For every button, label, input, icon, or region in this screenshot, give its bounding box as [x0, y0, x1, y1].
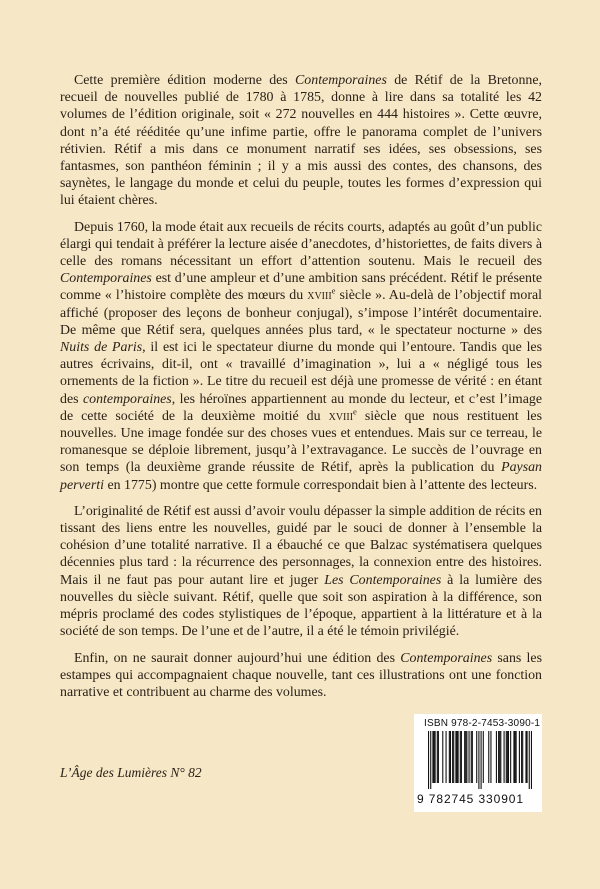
text-run: est d’une ampleur et d’une ambition sans précédent. Rétif le présente comme « l’histoire complète des mœurs du — [60, 271, 542, 304]
barcode-bar — [471, 731, 472, 783]
barcode-bar — [442, 731, 443, 783]
barcode-bar — [516, 731, 517, 783]
barcode-bar — [513, 731, 514, 783]
barcode-bar — [455, 731, 456, 783]
italic-title: Contemporaines — [295, 73, 387, 88]
barcode-bar — [508, 731, 509, 783]
isbn-label: ISBN 978-2-7453-3090-1 — [424, 718, 541, 729]
barcode-bar — [450, 731, 451, 783]
paragraph-1 — [60, 72, 542, 210]
barcode-bar — [519, 731, 520, 783]
italic-title: Paysan perverti — [60, 460, 542, 493]
barcode-bar — [469, 731, 470, 783]
barcode-bar — [449, 731, 450, 783]
text-run: à la lumière des nouvelles du siècle suivant. Rétif, quelle que soit son aspiration à la différence, son mépris proclamé des codes stylistiques de l’époque, appartient à la littérature et à la société de son temps. De l’une et de l’autre, il a été le témoin privilégié. — [60, 572, 542, 640]
barcode-bar — [456, 731, 457, 783]
barcode-bar — [433, 731, 434, 783]
italic-title: Nuits de Paris — [60, 340, 143, 356]
barcode-bar — [483, 731, 484, 783]
barcode-bar — [438, 731, 439, 783]
text-run: de Rétif de la Bretonne, recueil de nouvelles publié de 1780 à 1785, donne à lire dans sa totalité les 42 volumes de l’édition originale, soit « 272 nouvelles en 444 histoires ». Cette œuvre, dont n’a été rééditée qu’une infime partie, offre le panorama complet de l’univers rétivien. Rétif a mis dans ce monument narratif ses idées, ses obsessions, ses fantasmes, son panthéon féminin ; il y a mis aussi des contes, des chansons, des saynètes, le langage du monde et celui du peuple, toutes les formes d’expression qui lui étaient chères. — [60, 73, 542, 209]
back-cover-text — [60, 72, 542, 710]
italic-title: contemporaines — [82, 391, 172, 407]
text-run: , il est ici le spectateur diurne du monde qui l’entoure. Tandis que les autres écrivains, dit-il, ont « travaillé d’imagination », lui a « négligé tous les ornements de la fiction ». Le titre du recueil est déjà une promesse de vérité : en étant des — [60, 340, 542, 407]
barcode-bar — [490, 731, 491, 783]
barcode-bar — [521, 731, 522, 783]
barcode-bar — [428, 731, 429, 789]
barcode-bar — [461, 731, 462, 783]
paragraph-4 — [60, 650, 542, 702]
barcode-bar — [525, 731, 526, 783]
paragraph-3 — [60, 503, 542, 641]
text-run: Enfin, on ne saurait donner aujourd’hui une édition des — [74, 650, 401, 666]
barcode-bar — [488, 731, 489, 783]
barcode-bar — [498, 731, 499, 783]
barcode-bar — [453, 731, 454, 783]
barcode-bar — [481, 731, 482, 789]
text-run: L’originalité de Rétif est aussi d’avoir voulu dépasser la simple addition de récits en tissant des liens entre les nouvelles, guidé par le souci de donner à l’ensemble la cohésion d’une totalité narrative. Il a ébauché ce que Balzac systématisera quelques décennies plus tard : la récurrence des personnages, la connexion entre des histoires. Mais il ne faut pas pour autant lire et juger — [60, 503, 542, 588]
barcode-bar — [458, 731, 459, 783]
barcode-bar — [430, 731, 431, 789]
barcode-bar — [464, 731, 465, 783]
barcode-bar — [465, 731, 466, 783]
barcode-bar — [499, 731, 500, 783]
barcode-bar — [531, 731, 532, 789]
barcode-bar — [504, 731, 505, 783]
barcode-bar — [476, 731, 477, 783]
barcode-bar — [529, 731, 530, 789]
barcode-bar — [506, 731, 507, 783]
barcode-bar — [460, 731, 461, 783]
barcode-block — [414, 714, 542, 812]
century-numeral: xviii — [307, 288, 332, 304]
barcode-bar — [452, 731, 453, 783]
text-run: siècle que nous restituent les nouvelles. Une image fondée sur des choses vues et entendues. Mais sur ce terreau, le romanesque se déploie librement, jusqu’à l’extravagance. Le succès de l’ouvrage en son temps (la deuxième grande réussite de Rétif, après la publication du — [60, 408, 543, 476]
barcode-bar — [522, 731, 523, 783]
series-title: L’Âge des Lumières N° 82 — [60, 765, 202, 780]
century-numeral: xviii — [328, 408, 354, 424]
barcode-bar — [510, 731, 511, 783]
italic-title: Contemporaines — [400, 650, 493, 666]
barcode-bar — [507, 731, 508, 783]
text-run: Cette première édition moderne des — [74, 73, 296, 88]
barcode-bar — [466, 731, 467, 783]
italic-title: Contemporaines — [60, 271, 152, 287]
barcode-bar — [478, 731, 479, 789]
barcode — [428, 731, 532, 789]
italic-title: Les Contemporaines — [324, 572, 442, 588]
paragraph-2 — [60, 219, 542, 494]
text-run: sans les estampes qui accompagnaient chaque nouvelle, tant ces illustrations ont une fonction narrative et contribuent au charme des volumes. — [60, 650, 542, 700]
barcode-bar — [500, 731, 501, 783]
barcode-bar — [432, 731, 433, 783]
barcode-bar — [446, 731, 447, 783]
barcode-bar — [435, 731, 436, 783]
superscript: e — [353, 406, 357, 417]
text-run: Depuis 1760, la mode était aux recueils de récits courts, adaptés au goût d’un public élargi qui tendait à préférer la lecture aisée d’anecdotes, d’historiettes, de faits divers à celle des romans nécessitant un effort d’attention soutenu. Mais le recueil des — [60, 219, 542, 270]
barcode-bar — [527, 731, 528, 783]
text-run: en 1775) montre que cette formule correspondait bien à l’attente des lecteurs. — [103, 477, 538, 493]
barcode-bar — [514, 731, 515, 783]
text-run: , les héroïnes appartiennent au monde du lecteur, et c’est l’image de cette société de la deuxième moitié du — [60, 391, 542, 424]
text-run: siècle ». Au-delà de l’objectif moral affiché (proposer des leçons de bonheur conjugal), s’impose l’intérêt documentaire. De même que Rétif sera, quelques années plus tard, « le spectateur nocturne » des — [60, 288, 543, 338]
superscript: e — [331, 285, 336, 296]
barcode-digits: 9 782745 330901 — [417, 792, 524, 806]
barcode-bar — [437, 731, 438, 783]
barcode-bar — [472, 731, 473, 783]
barcode-bar — [496, 731, 497, 783]
